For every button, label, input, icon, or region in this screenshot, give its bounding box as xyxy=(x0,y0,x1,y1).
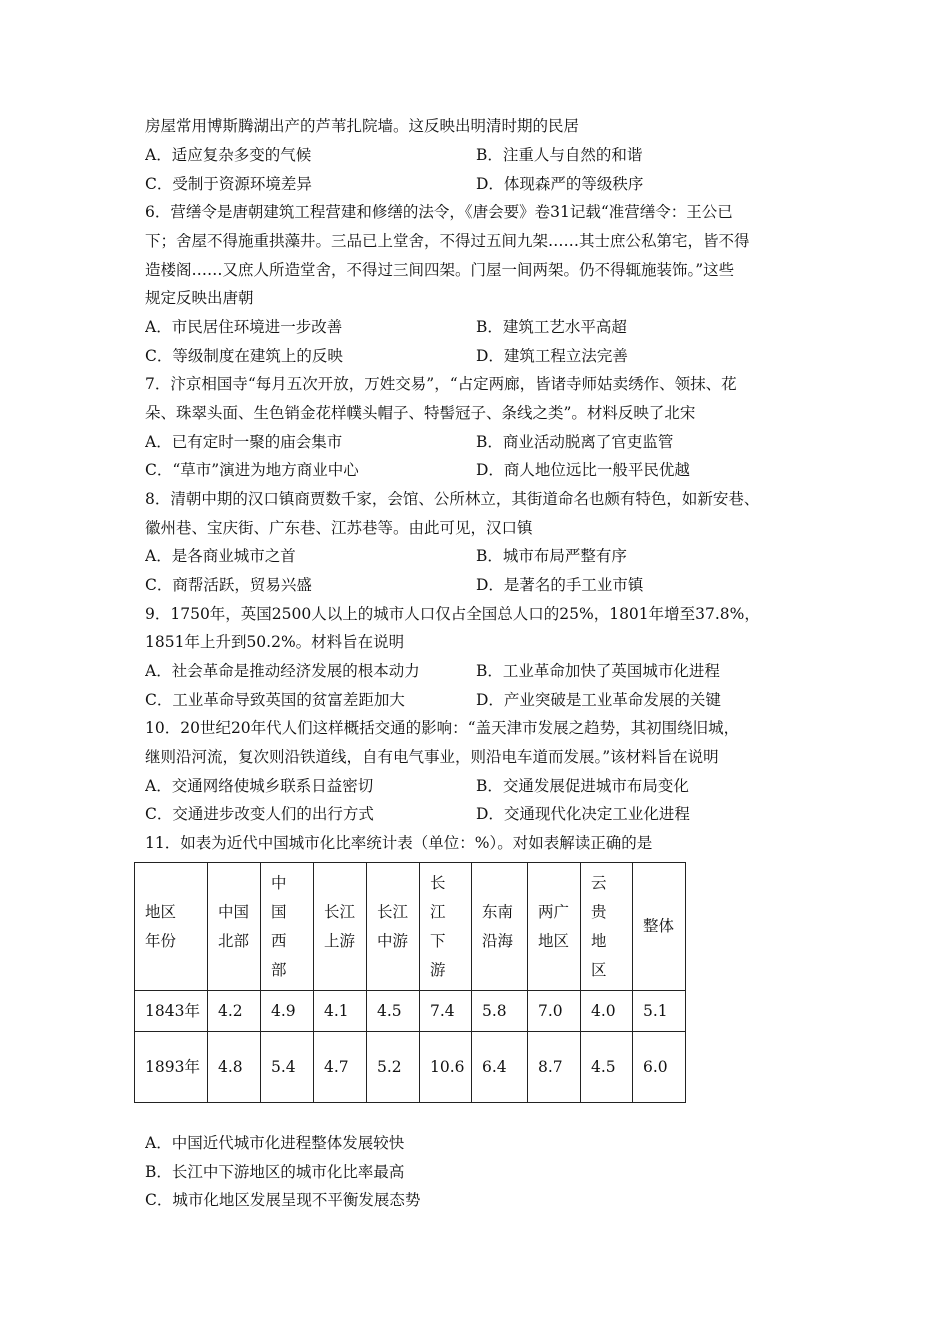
value-cell: 5.2 xyxy=(367,1032,420,1103)
q5-option-c: C．受制于资源环境差异 xyxy=(145,175,312,193)
q10-option-b: B．交通发展促进城市布局变化 xyxy=(476,777,689,795)
q7-option-c: C．“草市”演进为地方商业中心 xyxy=(145,461,359,479)
q6-stem-line-3: 造楼阁……又庶人所造堂舍，不得过三间四架。门屋一间两架。仍不得辄施装饰。”这些 xyxy=(145,261,735,279)
q9-option-c: C．工业革命导致英国的贫富差距加大 xyxy=(145,691,405,709)
value-cell: 6.4 xyxy=(472,1032,528,1103)
value-cell: 4.8 xyxy=(208,1032,261,1103)
q9-option-a: A．社会革命是推动经济发展的根本动力 xyxy=(145,662,420,680)
q8-stem-line-2: 徽州巷、宝庆街、广东巷、江苏巷等。由此可见，汉口镇 xyxy=(145,519,533,537)
header-text: 长江上游 xyxy=(324,902,356,950)
q10-option-d: D．交通现代化决定工业化进程 xyxy=(476,805,690,823)
header-text: 云贵地区 xyxy=(591,873,607,979)
header-cell xyxy=(528,863,581,991)
q8-option-d: D．是著名的手工业市镇 xyxy=(476,576,644,594)
value-cell: 7.0 xyxy=(528,991,581,1032)
q7-option-d: D．商人地位远比一般平民优越 xyxy=(476,461,690,479)
q6-stem-line-1: 6．营缮令是唐朝建筑工程营建和修缮的法令，《唐会要》卷31记载“准营缮令：王公已 xyxy=(145,203,733,221)
header-cell xyxy=(420,863,472,991)
value-cell: 6.0 xyxy=(633,1032,686,1103)
value-cell: 4.0 xyxy=(581,991,633,1032)
value-cell: 4.5 xyxy=(581,1032,633,1103)
q11-option-a: A．中国近代城市化进程整体发展较快 xyxy=(145,1134,405,1152)
q5-option-d: D．体现森严的等级秩序 xyxy=(476,175,644,193)
q10-option-c: C．交通进步改变人们的出行方式 xyxy=(145,805,374,823)
value-cell: 4.5 xyxy=(367,991,420,1032)
table-row xyxy=(135,1032,686,1103)
q8-option-b: B．城市布局严整有序 xyxy=(476,547,627,565)
header-cell xyxy=(472,863,528,991)
q6-option-a: A．市民居住环境进一步改善 xyxy=(145,318,343,336)
q7-option-a: A．已有定时一聚的庙会集市 xyxy=(145,433,343,451)
q7-stem-line-1: 7．汴京相国寺“每月五次开放，万姓交易”，“占定两廊，皆诸寺师姑卖绣作、领抹、花 xyxy=(145,375,737,393)
q9-stem-line-1: 9．1750年，英国2500人以上的城市人口仅占全国总人口的25%，1801年增至37.8%， xyxy=(145,605,760,623)
year-cell: 1893年 xyxy=(135,1032,208,1103)
value-cell: 5.4 xyxy=(261,1032,314,1103)
q11-option-c: C．城市化地区发展呈现不平衡发展态势 xyxy=(145,1191,421,1209)
header-text: 中国西部 xyxy=(271,873,287,979)
header-cell xyxy=(367,863,420,991)
header-cell xyxy=(314,863,367,991)
corner-year-label: 年份 xyxy=(145,931,177,950)
q10-option-a: A．交通网络使城乡联系日益密切 xyxy=(145,777,374,795)
header-text: 整体 xyxy=(643,917,675,935)
q6-stem-line-2: 下；舍屋不得施重拱藻井。三品已上堂舍，不得过五间九架……其士庶公私第宅，皆不得 xyxy=(145,232,750,250)
q9-stem-line-2: 1851年上升到50.2%。材料旨在说明 xyxy=(145,633,405,651)
value-cell: 4.1 xyxy=(314,991,367,1032)
value-cell: 4.2 xyxy=(208,991,261,1032)
q10-stem-line-1: 10．20世纪20年代人们这样概括交通的影响：“盖天津市发展之趋势，其初围绕旧城， xyxy=(145,719,740,737)
q5-option-b: B．注重人与自然的和谐 xyxy=(476,146,643,164)
header-text: 长江中游 xyxy=(377,902,409,950)
table-header-row xyxy=(135,863,686,991)
q7-stem-line-2: 朵、珠翠头面、生色销金花样幞头帽子、特髻冠子、条线之类”。材料反映了北宋 xyxy=(145,404,696,422)
q6-stem-line-4: 规定反映出唐朝 xyxy=(145,289,254,307)
q11-stem: 11．如表为近代中国城市化比率统计表（单位：%）。对如表解读正确的是 xyxy=(145,834,653,852)
corner-region-label: 地区 xyxy=(145,902,177,921)
value-cell: 5.1 xyxy=(633,991,686,1032)
q5-option-a: A．适应复杂多变的气候 xyxy=(145,146,312,164)
q10-stem-line-2: 继则沿河流，复次则沿铁道线，自有电气事业，则沿电车道而发展。”该材料旨在说明 xyxy=(145,748,719,766)
corner-header-cell xyxy=(135,863,208,991)
urbanization-rate-table xyxy=(134,862,686,1103)
header-cell xyxy=(261,863,314,991)
year-cell: 1843年 xyxy=(135,991,208,1032)
q9-option-d: D．产业突破是工业革命发展的关键 xyxy=(476,691,721,709)
q6-option-c: C．等级制度在建筑上的反映 xyxy=(145,347,343,365)
value-cell: 7.4 xyxy=(420,991,472,1032)
header-text: 中国北部 xyxy=(218,902,250,950)
q9-option-b: B．工业革命加快了英国城市化进程 xyxy=(476,662,720,680)
table-row xyxy=(135,991,686,1032)
q11-option-b: B．长江中下游地区的城市化比率最高 xyxy=(145,1163,405,1181)
q6-option-d: D．建筑工程立法完善 xyxy=(476,347,628,365)
q8-option-a: A．是各商业城市之首 xyxy=(145,547,296,565)
value-cell: 5.8 xyxy=(472,991,528,1032)
value-cell: 4.9 xyxy=(261,991,314,1032)
header-cell xyxy=(581,863,633,991)
header-text: 两广地区 xyxy=(538,902,570,950)
value-cell: 8.7 xyxy=(528,1032,581,1103)
q8-option-c: C．商帮活跃，贸易兴盛 xyxy=(145,576,312,594)
question-5-stem-end: 房屋常用博斯腾湖出产的芦苇扎院墙。这反映出明清时期的民居 xyxy=(145,117,580,135)
value-cell: 4.7 xyxy=(314,1032,367,1103)
header-cell xyxy=(208,863,261,991)
header-text: 长江下游 xyxy=(430,873,446,979)
q6-option-b: B．建筑工艺水平高超 xyxy=(476,318,627,336)
header-cell xyxy=(633,863,686,991)
q7-option-b: B．商业活动脱离了官吏监管 xyxy=(476,433,674,451)
q8-stem-line-1: 8．清朝中期的汉口镇商贾数千家，会馆、公所林立，其街道命名也颇有特色，如新安巷、 xyxy=(145,490,760,508)
header-text: 东南沿海 xyxy=(482,902,514,950)
value-cell: 10.6 xyxy=(420,1032,472,1103)
